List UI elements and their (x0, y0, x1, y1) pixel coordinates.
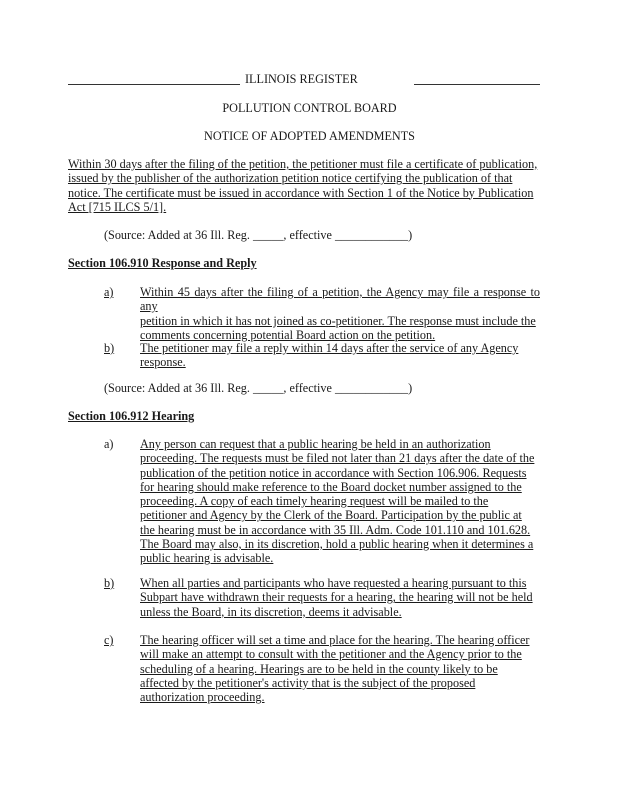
item-label: a) (104, 437, 114, 451)
section-910-b: The petitioner may file a reply within 14 days after the service of any Agency response. (140, 341, 519, 370)
intro-line: Act [715 ILCS 5/1]. (68, 199, 167, 214)
header-rule-right (414, 84, 540, 85)
intro-line: Within 30 days after the filing of the petition, the petitioner must file a certificate of publication, (68, 157, 538, 171)
source-note: (Source: Added at 36 Ill. Reg. _____, effective ____________) (104, 228, 413, 242)
header-rule-left (68, 84, 240, 85)
item-label: c) (104, 633, 114, 647)
notice-title: NOTICE OF ADOPTED AMENDMENTS (204, 129, 415, 143)
section-912-c: The hearing officer will set a time and place for the hearing. The hearing officer will make an attempt to consult with the petitioner and the Agency prior to the scheduling of a hearing. Hearings are to be held in the county likely to be affected by the petitioner's activity that is the subject of the proposed authorization proceeding. (140, 633, 530, 705)
register-title: ILLINOIS REGISTER (245, 72, 358, 86)
section-910-heading: Section 106.910 Response and Reply (68, 256, 257, 270)
intro-paragraph (68, 157, 540, 214)
board-title: POLLUTION CONTROL BOARD (222, 101, 397, 115)
item-label: b) (104, 576, 115, 590)
intro-line: notice. The certificate must be issued in accordance with Section 1 of the Notice by Publication (68, 185, 534, 200)
source-note: (Source: Added at 36 Ill. Reg. _____, effective ____________) (104, 381, 413, 395)
section-912-a: Any person can request that a public hearing be held in an authorization proceeding. The requests must be filed not later than 21 days after the date of the publication of the petition notice in accordance with Section 106.906. Requests for hearing should make reference to the Board docket number assigned to the proceeding. A copy of each timely hearing request will be mailed to the petitioner and Agency by the Clerk of the Board. Participation by the public at the hearing must be in accordance with 35 Ill. Adm. Code 101.110 and 101.628. The Board may also, in its discretion, hold a public hearing when it determines a public hearing is advisable. (140, 437, 535, 566)
item-label: b) (104, 341, 115, 355)
section-912-b: When all parties and participants who have requested a hearing pursuant to this Subpart have withdrawn their requests for a hearing, the hearing will not be held unless the Board, in its discretion, deems it advisable. (140, 576, 533, 619)
item-label: a) (104, 285, 114, 299)
intro-line: issued by the publisher of the authorization petition notice certifying the publication of that (68, 171, 513, 186)
section-912-heading: Section 106.912 Hearing (68, 409, 195, 423)
section-910-a: Within 45 days after the filing of a petition, the Agency may file a response to any petition in which it has not joined as co-petitioner. The response must include the comments concerning potential Board action on the petition. (140, 285, 540, 342)
